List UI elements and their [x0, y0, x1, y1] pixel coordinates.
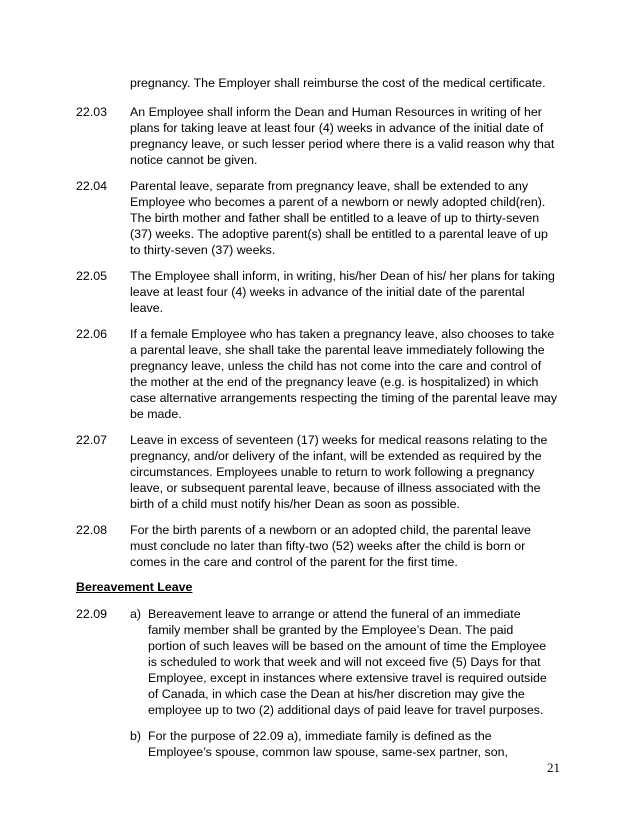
clause-number: 22.09 — [76, 607, 108, 621]
clause-line: leave at least four (4) weeks in advance of the initial date of the parental — [130, 285, 525, 299]
clause-number: 22.08 — [76, 523, 108, 537]
clause-line: If a female Employee who has taken a pregnancy leave, also chooses to take — [130, 327, 555, 341]
clause-line: the mother at the end of the pregnancy leave (e.g. is hospitalized) in which — [130, 375, 539, 389]
clause-line: notice cannot be given. — [130, 153, 258, 167]
clause-line: birth of a child must notify his/her Dean as soon as possible. — [130, 497, 460, 511]
clause-line: a parental leave, she shall take the parental leave immediately following the — [130, 343, 545, 357]
item-marker: a) — [130, 607, 142, 621]
page-number: 21 — [547, 760, 560, 775]
clause-line: Employee who becomes a parent of a newborn or newly adopted child(ren). — [130, 195, 546, 209]
item-line: is scheduled to work that week and will not exceed five (5) Days for that — [148, 655, 541, 669]
item-line: Employee, except in instances where extensive travel is required outside — [148, 671, 547, 685]
clause-line: circumstances. Employees unable to return to work following a pregnancy — [130, 465, 535, 479]
clause-line: comes in the care and control of the parent for the first time. — [130, 555, 458, 569]
clause-line: pregnancy leave, unless the child has not come into the care and control of — [130, 359, 542, 373]
clause-line: The Employee shall inform, in writing, his/her Dean of his/ her plans for taking — [130, 269, 555, 283]
clause-line: leave, or subsequent parental leave, because of illness associated with the — [130, 481, 541, 495]
clause-line: pregnancy, and/or delivery of the infant, will be extended as required by the — [130, 449, 542, 463]
clause-line: leave. — [130, 301, 164, 315]
clause-line: case alternative arrangements respecting the timing of the parental leave may — [130, 391, 558, 405]
clause-number: 22.05 — [76, 269, 108, 283]
item-line: Employee’s spouse, common law spouse, same-sex partner, son, — [148, 745, 508, 759]
clause-number: 22.07 — [76, 433, 108, 447]
clause-line: pregnancy leave, or such lesser period where there is a valid reason why that — [130, 137, 555, 151]
clause-line: plans for taking leave at least four (4) weeks in advance of the initial date of — [130, 121, 544, 135]
clause-number: 22.04 — [76, 179, 108, 193]
clause-line: (37) weeks. The adoptive parent(s) shall be entitled to a parental leave of up — [130, 227, 548, 241]
clause-line: An Employee shall inform the Dean and Human Resources in writing of her — [130, 105, 542, 119]
clause-line: Parental leave, separate from pregnancy leave, shall be extended to any — [130, 179, 529, 193]
clause-line: The birth mother and father shall be entitled to a leave of up to thirty-seven — [130, 211, 540, 225]
clause-line: be made. — [130, 407, 182, 421]
item-line: portion of such leaves will be based on the amount of time the Employee — [148, 639, 547, 653]
item-line: Bereavement leave to arrange or attend the funeral of an immediate — [148, 607, 521, 621]
item-line: For the purpose of 22.09 a), immediate family is defined as the — [148, 729, 492, 743]
item-line: employee up to two (2) additional days of paid leave for travel purposes. — [148, 703, 544, 717]
clause-line: For the birth parents of a newborn or an adopted child, the parental leave — [130, 523, 531, 537]
clause-line: Leave in excess of seventeen (17) weeks for medical reasons relating to the — [130, 433, 548, 447]
clause-line: to thirty-seven (37) weeks. — [130, 243, 276, 257]
clause-number: 22.06 — [76, 327, 108, 341]
clause-number: 22.03 — [76, 105, 108, 119]
section-heading: Bereavement Leave — [76, 580, 193, 594]
clause-line: must conclude no later than fifty-two (52) weeks after the child is born or — [130, 539, 526, 553]
intro-line: pregnancy. The Employer shall reimburse the cost of the medical certificate. — [130, 76, 546, 90]
item-marker: b) — [130, 729, 142, 743]
item-line: family member shall be granted by the Employee’s Dean. The paid — [148, 623, 514, 637]
item-line: of Canada, in which case the Dean at his/her discretion may give the — [148, 687, 525, 701]
